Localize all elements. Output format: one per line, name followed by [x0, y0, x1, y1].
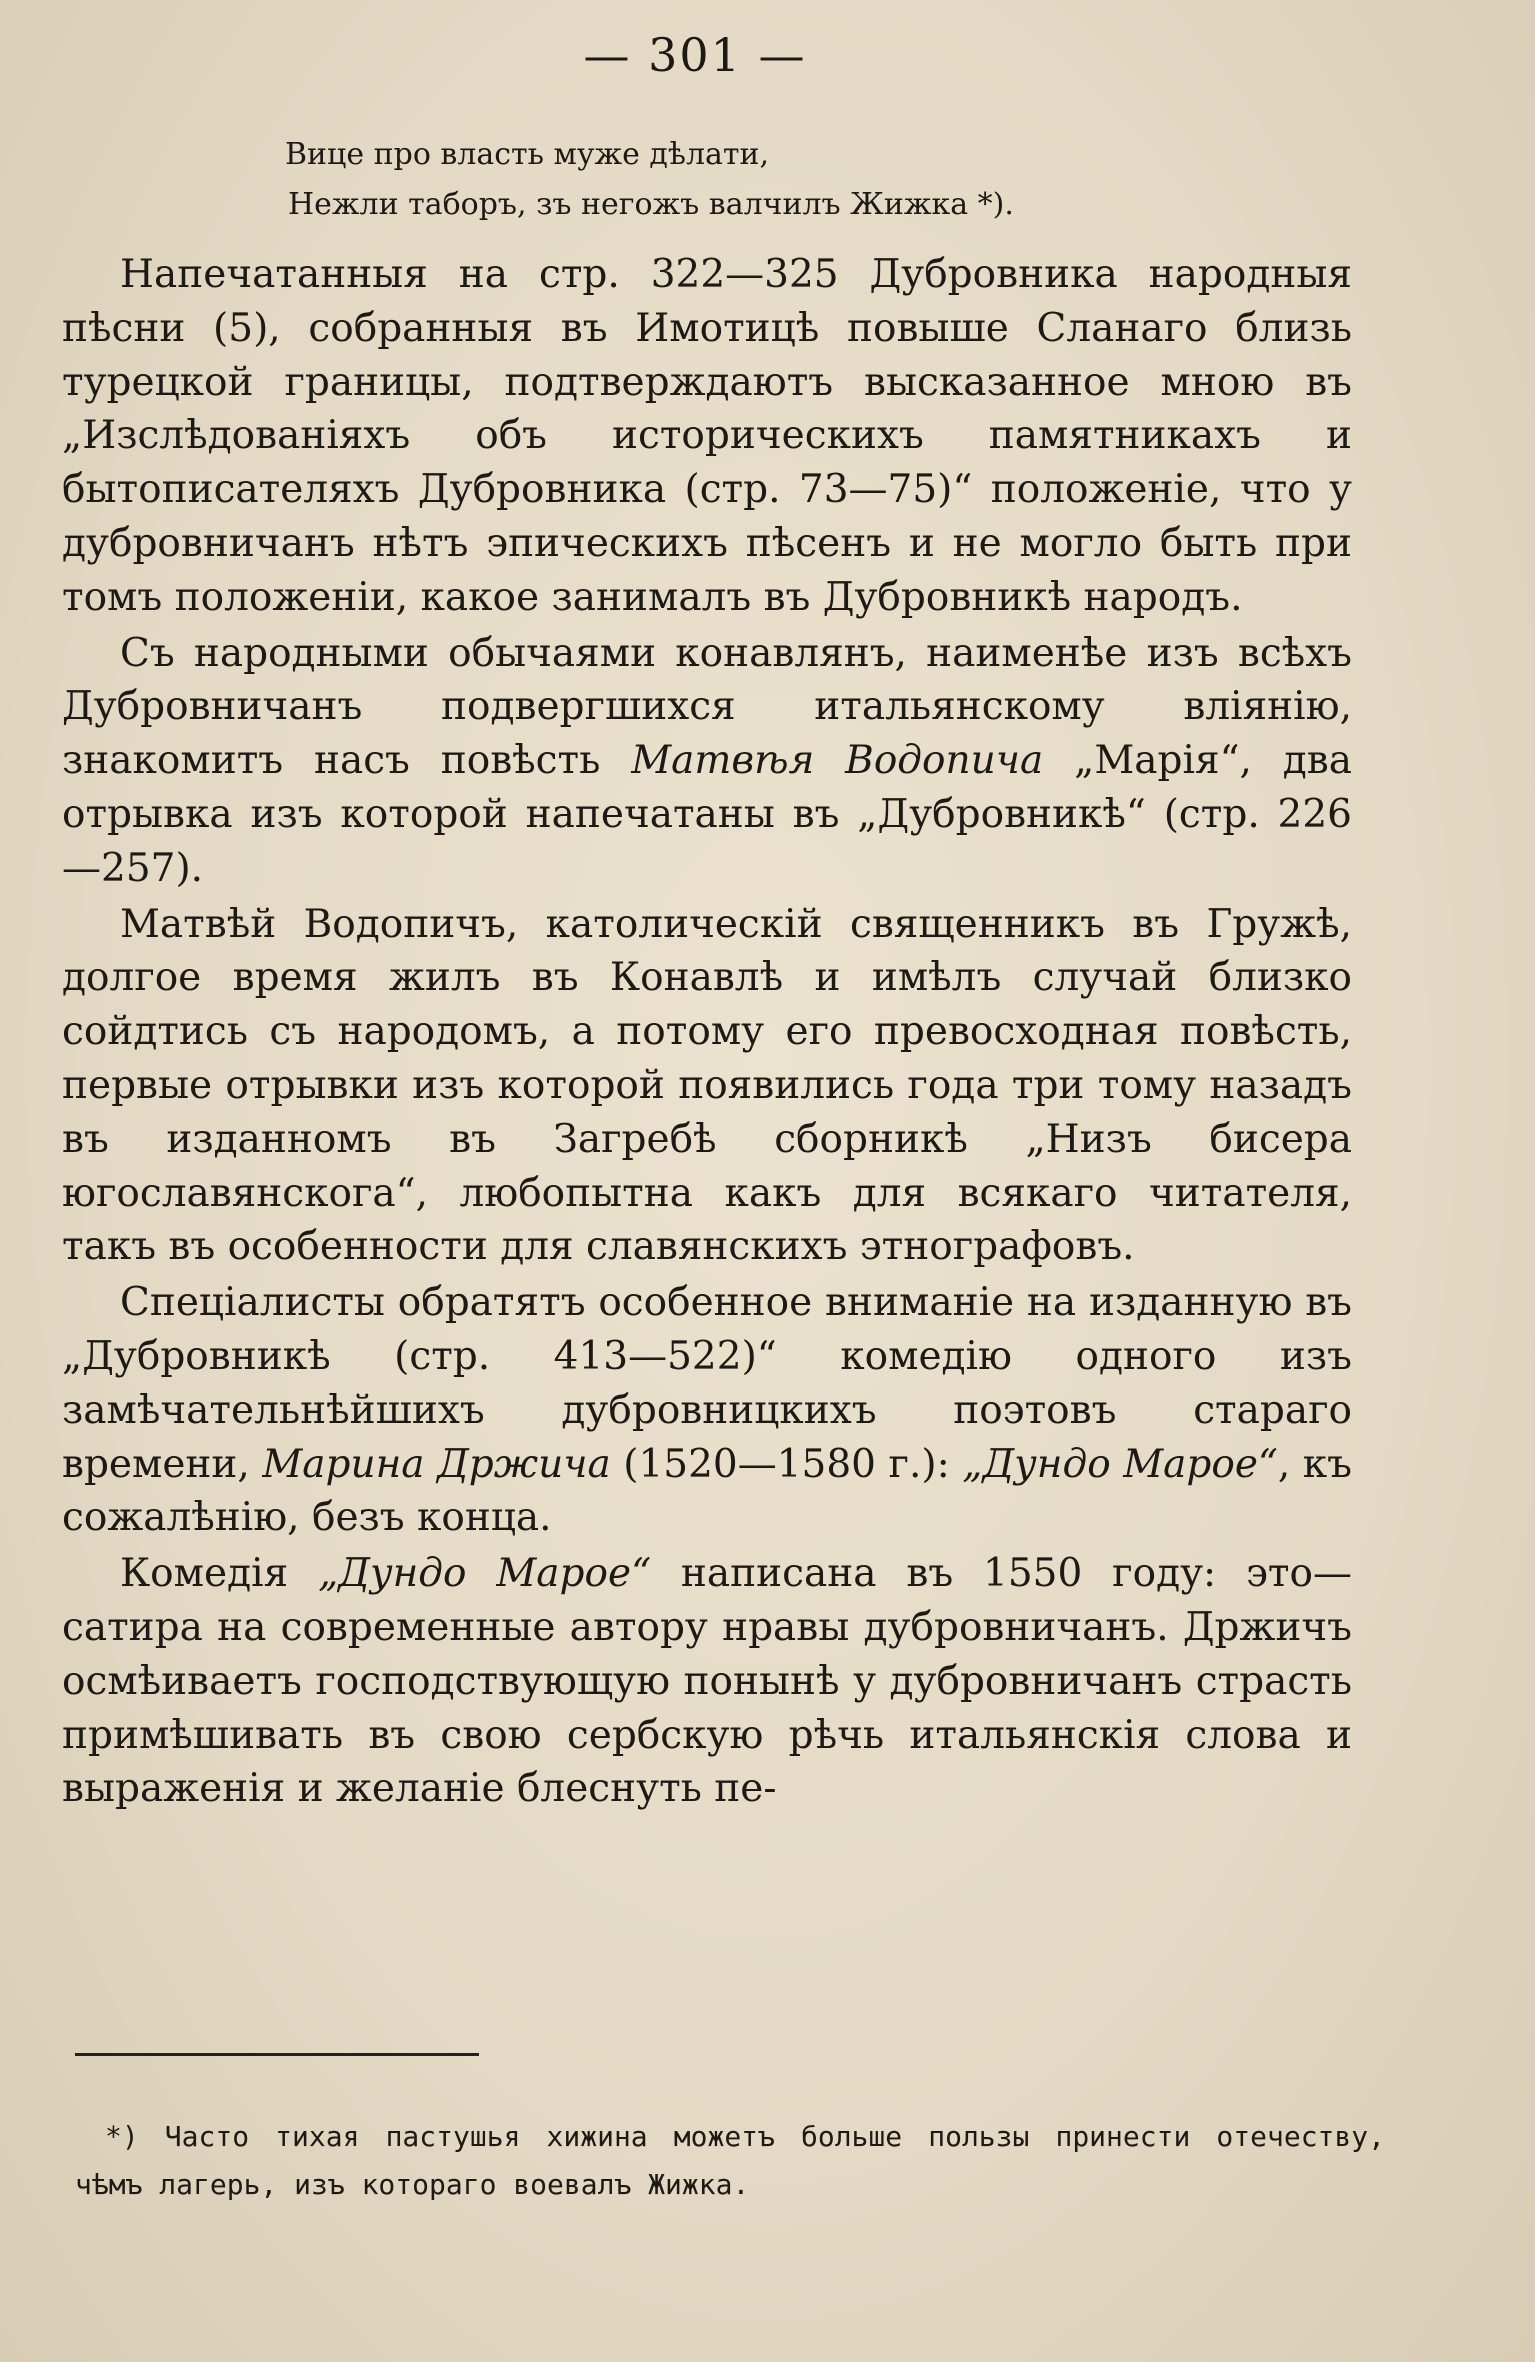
- verse-epigraph: [285, 130, 1014, 230]
- paragraph-1: [62, 248, 1352, 625]
- paragraph-5: [62, 1547, 1352, 1816]
- paragraph-3: [62, 898, 1352, 1275]
- paragraph-2-text-a: Съ народными обычаями конавлянъ, наименѣе изъ всѣхъ Дубровничанъ подвергшихся итальянскому вліянію, знакомитъ насъ повѣсть: [62, 630, 1352, 784]
- paragraph-2-text-b: „Марія“, два отрывка изъ которой напечатаны въ „Дубровникѣ“ (стр. 226—257).: [62, 738, 1352, 891]
- paragraph-4: [62, 1276, 1352, 1545]
- paragraph-4-text-a: Спеціалисты обратятъ особенное вниманіе на изданную въ „Дубровникѣ (стр. 413—522)“ комедію одного изъ замѣчательнѣйшихъ дубровницкихъ поэтовъ стараго времени,: [62, 1280, 1352, 1487]
- paragraph-3-text: Матвѣй Водопичъ, католическій священникъ въ Гружѣ, долгое время жилъ въ Конавлѣ и имѣлъ случай близко сойдтись съ народомъ, а потому его превосходная повѣсть, первые отрывки изъ которой появились года три тому назадъ въ изданномъ въ Загребѣ сборникѣ „Низъ бисера югославянскога“, любопытна какъ для всякаго читателя, такъ въ особенности для славянскихъ этнографовъ.: [62, 901, 1352, 1270]
- footnote-divider: [75, 2053, 479, 2056]
- comedy-title-2: „Дундо Мароe“: [318, 1551, 652, 1597]
- paragraph-1-text: Напечатанныя на стр. 322—325 Дубровника народныя пѣсни (5), собранныя въ Имотицѣ повыше Сланаго близь турецкой границы, подтверждаютъ высказанное мною въ „Изслѣдованіяхъ объ историческихъ памятникахъ и бытописателяхъ Дубровника (стр. 73—75)“ положеніе, что у дубровничанъ нѣтъ эпическихъ пѣсенъ и не могло быть при томъ положеніи, какое занималъ въ Дубровникѣ народъ.: [62, 252, 1352, 620]
- author-name-drzhich: Марина Држича: [262, 1441, 611, 1487]
- paragraph-5-text-b: написана въ 1550 году: это—сатира на современные автору нравы дубровничанъ. Држичъ осмѣиваетъ господствующую понынѣ у дубровничанъ страсть примѣшивать въ свою сербскую рѣчь итальянскія слова и выраженія и желаніе блеснуть пе-: [62, 1551, 1352, 1812]
- page-number: — 301 —: [583, 28, 807, 82]
- verse-line-1: Вице про власть муже дѣлати,: [285, 137, 770, 172]
- paragraph-4-text-b: (1520—1580 г.):: [610, 1441, 963, 1487]
- main-text: [62, 248, 1352, 1818]
- footnote: *) Часто тихая пастушья хижина можетъ больше пользы принести отечеству, чѣмъ лагерь, изъ котораго воевалъ Жижка.: [75, 2120, 1385, 2201]
- paragraph-2: [62, 627, 1352, 896]
- verse-line-2: Нежли таборъ, зъ негожъ валчилъ Жижка *).: [288, 187, 1014, 222]
- author-name-vodopich: Матвѣя Водопича: [631, 738, 1044, 784]
- paragraph-4-text-c: , къ сожалѣнію, безъ конца.: [62, 1441, 1352, 1541]
- comedy-title: „Дундо Мароe“: [962, 1441, 1278, 1487]
- paragraph-5-text-a: Комедія: [120, 1551, 319, 1597]
